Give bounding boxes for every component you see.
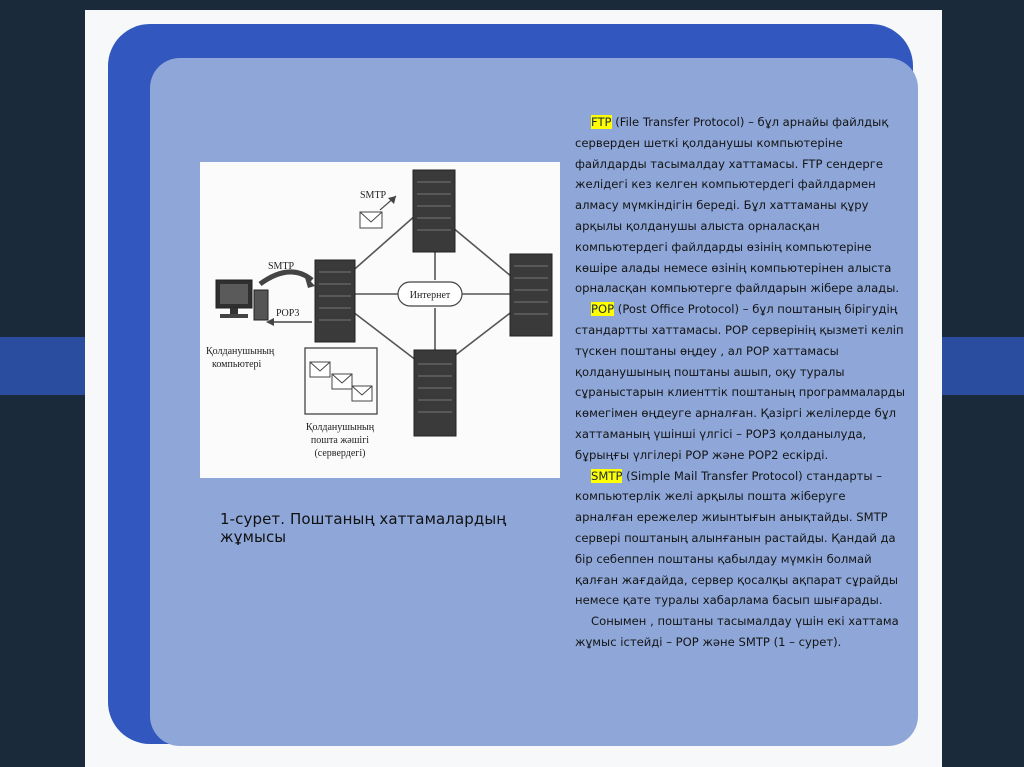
mail-protocol-diagram [200,162,560,478]
smtp-top-label: SMTP [360,190,387,201]
mailbox-label-1: Қолданушының [305,422,375,433]
internet-label: Интернет [409,290,451,301]
body-text [575,112,905,653]
computer-icon [216,280,268,320]
keyword-ftp: FTP [591,115,612,129]
server-icon [413,170,455,252]
pop3-label: POP3 [276,308,300,319]
right-accent-band [942,337,1024,395]
slide-frame [108,24,913,744]
envelope-icon [360,212,382,228]
paragraph-smtp [575,466,905,612]
user-computer-label-1: Қолданушының [206,346,275,357]
server-icon [414,350,456,436]
paragraph-summary-text: Сонымен , поштаны тасымалдау үшін екі хаттама жұмыс істейді – POP және SMTP (1 – сурет). [575,614,899,649]
paragraph-summary [575,611,905,653]
paragraph-pop [575,299,905,465]
envelope-icon [310,362,372,401]
mailbox-label-3: (сервердегі) [314,448,366,459]
slide [85,10,942,767]
user-computer-label-2: компьютері [212,359,262,370]
left-accent-band [0,337,85,395]
paragraph-pop-text: (Post Office Protocol) – бұл поштаның бірігудің стандартты хаттамасы. POP серверінің қызметі келіп түскен поштаны өңдеу , ал POP хаттамасы қолданушының поштаны ашып, оқу туралы сұраныстарын клиенттік поштаның программаларды көмегімен өңдеуге арналған. Қазіргі желілерде бұл хаттаманың үшінші үлгісі – POP3 қолданылуда, бұрыңғы үлгілері POP және POP2 ескірді. [575,302,905,462]
figure-caption: 1-сурет. Поштаның хаттамалардың жұмысы [220,510,507,546]
server-icon [510,254,552,336]
smtp-left-label: SMTP [268,261,295,272]
keyword-smtp: SMTP [591,468,623,483]
content-card [150,58,918,746]
mailbox-label-2: пошта жәшігі [310,435,370,446]
paragraph-ftp [575,112,905,299]
server-icon [315,260,355,342]
paragraph-smtp-text: (Simple Mail Transfer Protocol) стандарты – компьютерлік желі арқылы пошта жіберуге арналған ережелер жиынтығын анықтайды. SMTP сервері поштаның алынғанын растайды. Қандай да бір себеппен поштаны қабылдау мүмкін болмай қалған жағдайда, сервер қосалқы ақпарат сұрайды немесе қате туралы хабарлама басып шығарады. [575,468,899,608]
paragraph-ftp-text: (File Transfer Protocol) – бұл арнайы файлдық серверден шеткі қолданушы компьютеріне файлдарды тасымалдау хаттамасы. FTP сендерге желідегі кез келген компьютердегі файлдармен алмасу мүмкіндігін береді. Бұл хаттаманы құру арқылы қолданушы алыста орналасқан компьютердегі файлдарды өзінің компьютеріне көшіре алады немесе өзінің компьютерінен алыста орналасқан компьютерге файлдарын жібере алады. [575,115,900,296]
keyword-pop: POP [591,302,615,317]
